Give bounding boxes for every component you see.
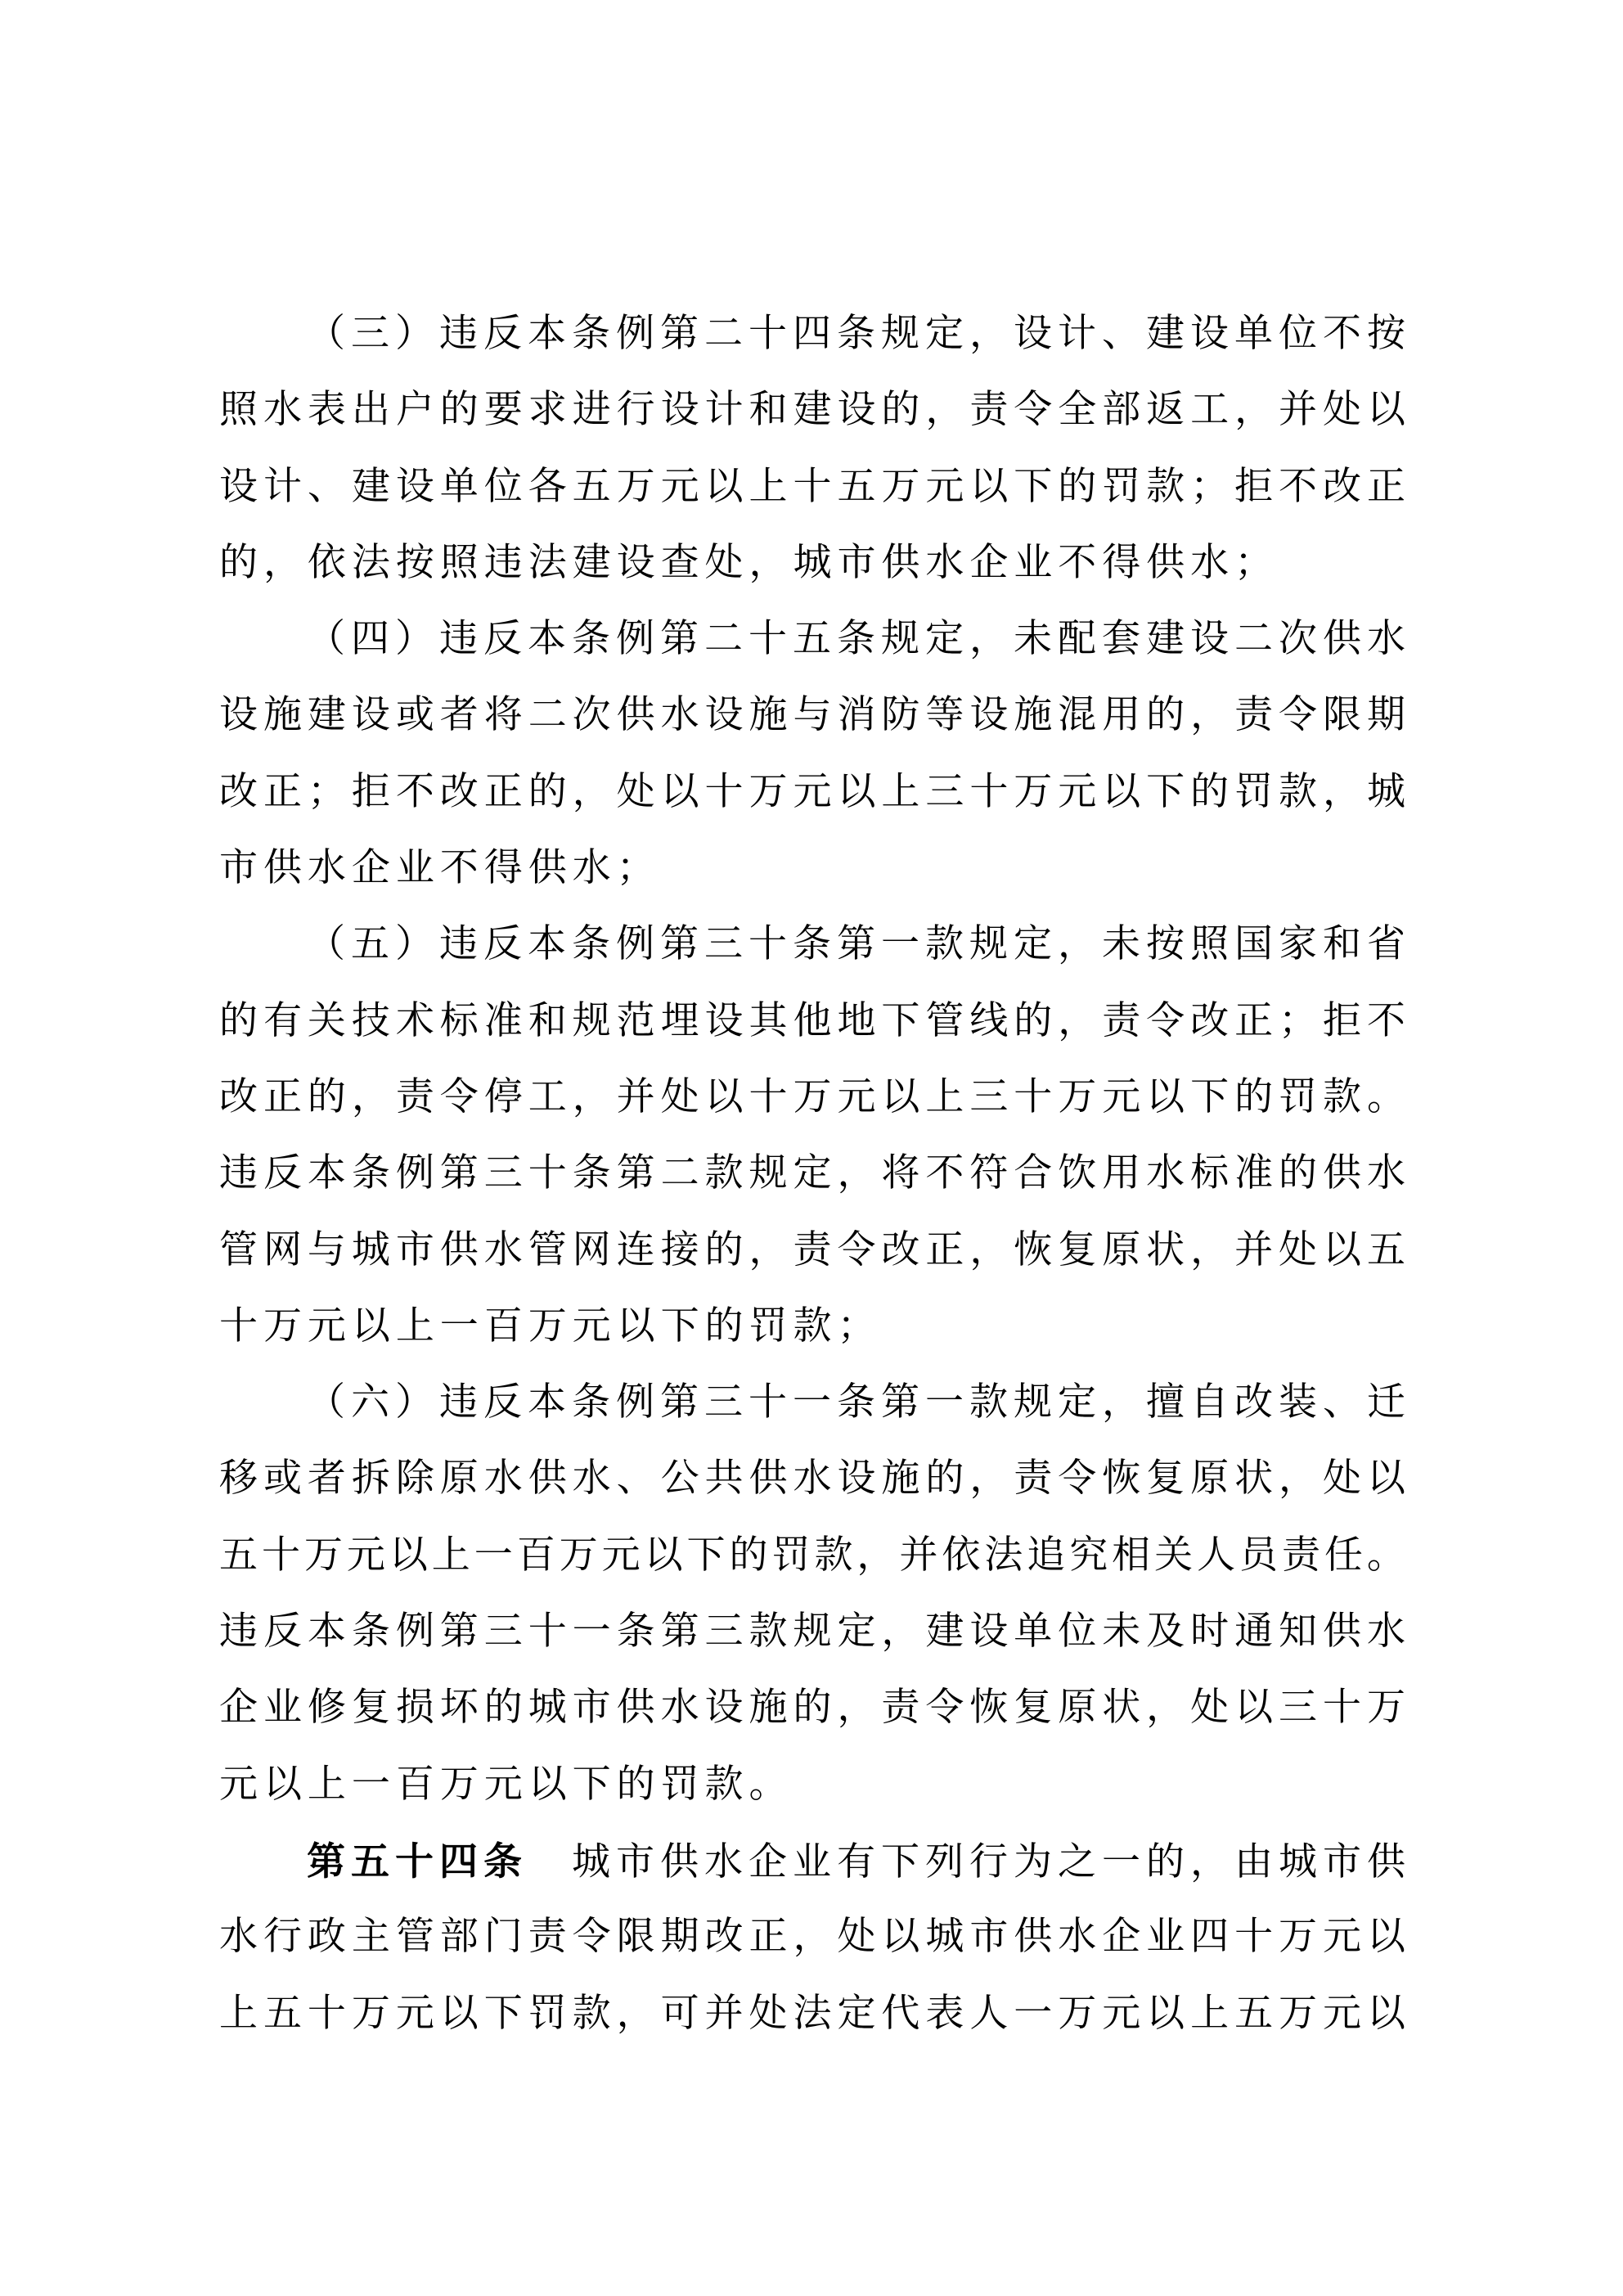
text-run: 水行政主管部门责令限期改正，处以城市供水企业四十万元以	[219, 1916, 1411, 1959]
text-line	[219, 1518, 1409, 1594]
text-run: 移或者拆除原水供水、公共供水设施的，责令恢复原状，处以	[219, 1457, 1411, 1501]
text-run: 设施建设或者将二次供水设施与消防等设施混用的，责令限期	[219, 694, 1411, 737]
text-line	[219, 907, 1411, 983]
text-line	[219, 1976, 1411, 2052]
text-line	[219, 754, 1411, 831]
text-line	[219, 296, 1411, 372]
text-run: 违反本条例第三十条第二款规定，将不符合饮用水标准的供水	[219, 1152, 1411, 1195]
text-line	[219, 601, 1411, 678]
text-line	[219, 1289, 1405, 1365]
text-run: 的，依法按照违法建设查处，城市供水企业不得供水；	[219, 541, 1279, 584]
text-run: （四）违反本条例第二十五条规定，未配套建设二次供水	[307, 618, 1411, 661]
text-line	[219, 1060, 1411, 1136]
text-run: 上五十万元以下罚款，可并处法定代表人一万元以上五万元以	[219, 1992, 1411, 2035]
text-line	[219, 1441, 1411, 1517]
text-line	[219, 1899, 1411, 1975]
text-run: 管网与城市供水管网连接的，责令改正，恢复原状，并处以五	[219, 1228, 1411, 1272]
text-run: （六）违反本条例第三十一条第一款规定，擅自改装、迁	[307, 1381, 1411, 1425]
text-run: （三）违反本条例第二十四条规定，设计、建设单位不按	[307, 313, 1411, 355]
article-number: 第五十四条	[307, 1839, 528, 1883]
text-run: 的有关技术标准和规范埋设其他地下管线的，责令改正；拒不	[219, 999, 1411, 1042]
text-line	[219, 525, 1405, 601]
text-run: 照水表出户的要求进行设计和建设的，责令全部返工，并处以	[219, 389, 1411, 432]
text-line	[219, 1365, 1411, 1441]
text-line	[219, 1213, 1411, 1289]
text-run: 五十万元以上一百万元以下的罚款，并依法追究相关人员责任。	[219, 1533, 1409, 1577]
text-line	[219, 984, 1411, 1060]
text-line	[219, 1747, 1405, 1823]
text-run: 十万元以上一百万元以下的罚款；	[219, 1304, 882, 1348]
text-run: 违反本条例第三十一条第三款规定，建设单位未及时通知供水	[219, 1610, 1411, 1654]
text-run: 元以上一百万元以下的罚款。	[219, 1763, 794, 1806]
text-run: 城市供水企业有下列行为之一的，由城市供	[528, 1840, 1411, 1884]
text-line	[219, 1670, 1411, 1746]
text-line	[219, 678, 1411, 754]
text-line	[219, 1594, 1411, 1670]
text-run: （五）违反本条例第三十条第一款规定，未按照国家和省	[307, 923, 1411, 966]
text-run: 企业修复损坏的城市供水设施的，责令恢复原状，处以三十万	[219, 1686, 1411, 1730]
text-run: 设计、建设单位各五万元以上十五万元以下的罚款；拒不改正	[219, 465, 1411, 508]
text-line	[219, 831, 1405, 907]
text-block	[219, 296, 1411, 2052]
text-run: 改正；拒不改正的，处以十万元以上三十万元以下的罚款，城	[219, 770, 1411, 813]
text-line	[219, 372, 1411, 448]
text-run: 改正的，责令停工，并处以十万元以上三十万元以下的罚款。	[219, 1075, 1411, 1119]
text-line	[219, 1136, 1411, 1212]
text-line	[219, 449, 1411, 525]
text-line	[219, 1823, 1411, 1899]
text-run: 市供水企业不得供水；	[219, 847, 661, 890]
